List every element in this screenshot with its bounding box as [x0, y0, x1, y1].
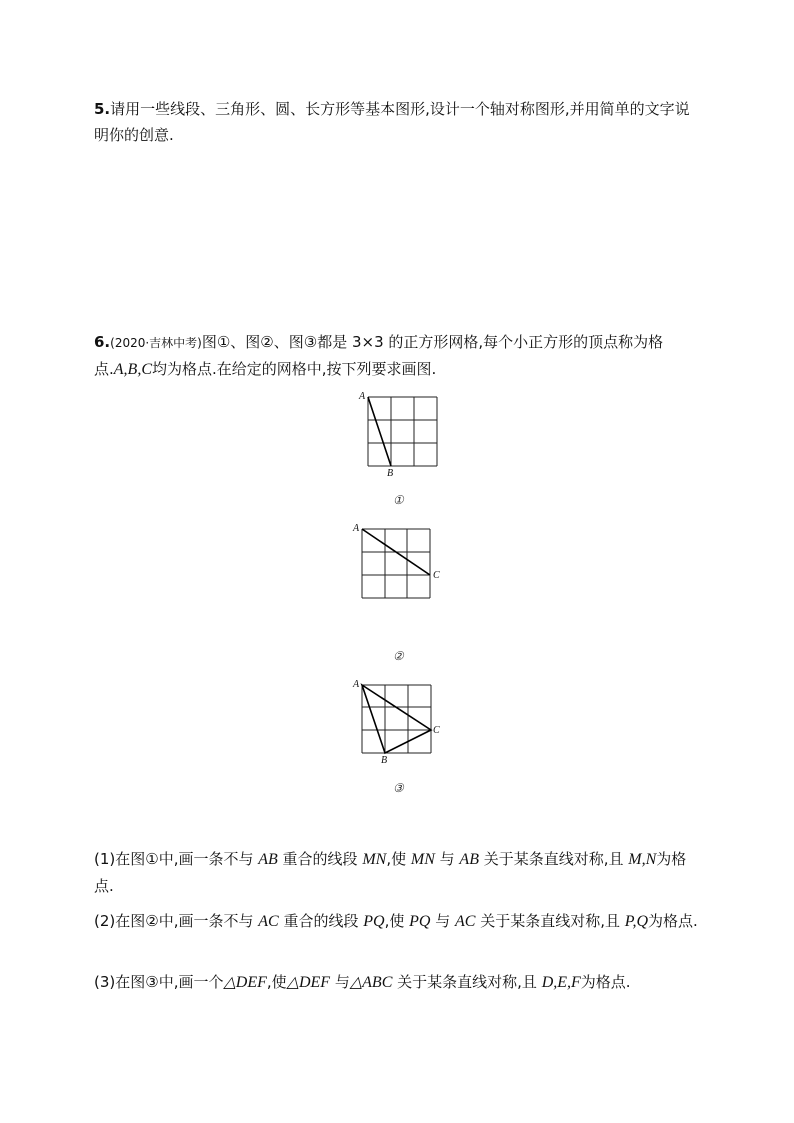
text: ,使: [266, 973, 287, 991]
text: 为格点.: [580, 973, 631, 991]
grid-3x3: [368, 397, 437, 466]
text: (3)在图③中,画一个: [94, 973, 224, 991]
text: 与: [434, 850, 460, 868]
subquestion-2: [94, 908, 700, 935]
question-number: 5.: [94, 100, 111, 118]
question-5: [94, 96, 700, 148]
var: P,Q: [624, 913, 649, 930]
text: ,使: [386, 850, 411, 868]
var: AC: [258, 913, 279, 930]
text: 重合的线段: [277, 850, 363, 868]
text: ,使: [384, 912, 410, 930]
figure-1: [350, 388, 450, 510]
subquestion-1: [94, 846, 700, 899]
figure-caption: ③: [393, 781, 404, 795]
figure-caption: ②: [393, 649, 404, 663]
question-text-b: 均为格点.在给定的网格中,按下列要求画图.: [152, 360, 437, 378]
text: 与: [430, 912, 455, 930]
figure-caption: ①: [393, 493, 404, 507]
var: MN: [410, 851, 435, 868]
var: MN: [362, 851, 387, 868]
label-c: C: [433, 725, 440, 736]
grid-3x3: [362, 685, 431, 753]
text: 为格点.: [94, 850, 687, 895]
question-6: [94, 329, 700, 383]
triangle-abc: [362, 685, 431, 753]
text: (2)在图②中,画一条不与: [94, 912, 259, 930]
var: AB: [258, 851, 278, 868]
segment-ab: [368, 397, 391, 466]
text: 重合的线段: [278, 912, 364, 930]
var: AC: [454, 913, 476, 930]
text: (1)在图①中,画一条不与: [94, 850, 259, 868]
label-a: A: [353, 523, 360, 534]
text: 关于某条直线对称,且: [475, 912, 625, 930]
question-text: 请用一些线段、三角形、圆、长方形等基本图形,设计一个轴对称图形,并用简单的文字说明你的创意.: [94, 100, 690, 144]
label-b: B: [381, 755, 388, 766]
label-c: C: [433, 570, 440, 581]
vertex-variables: A,B,C: [113, 361, 152, 378]
subquestion-3: [94, 969, 700, 996]
figure-3: [345, 675, 455, 800]
label-a: A: [353, 679, 360, 690]
figure-2: [345, 518, 455, 666]
text: 关于某条直线对称,且: [478, 850, 629, 868]
var: PQ: [409, 913, 431, 930]
question-source: (2020·吉林中考): [110, 336, 202, 350]
question-text-a: 图①、图②、图③都是 3×3 的正方形网格,每个小正方形的顶点称为格点.: [94, 333, 664, 378]
text: 为格点.: [648, 912, 698, 930]
var: △DEF: [223, 974, 267, 991]
var: D,E,F: [541, 974, 581, 991]
var: AB: [459, 851, 479, 868]
var: △ABC: [349, 974, 393, 991]
label-b: B: [387, 468, 394, 479]
var: M,N: [628, 851, 657, 868]
var: △DEF: [286, 974, 331, 991]
var: PQ: [363, 913, 385, 930]
grid-3x3: [362, 529, 430, 598]
label-a: A: [359, 391, 366, 402]
text: 与: [330, 973, 350, 991]
question-number: 6.: [94, 333, 111, 351]
text: 关于某条直线对称,且: [392, 973, 542, 991]
